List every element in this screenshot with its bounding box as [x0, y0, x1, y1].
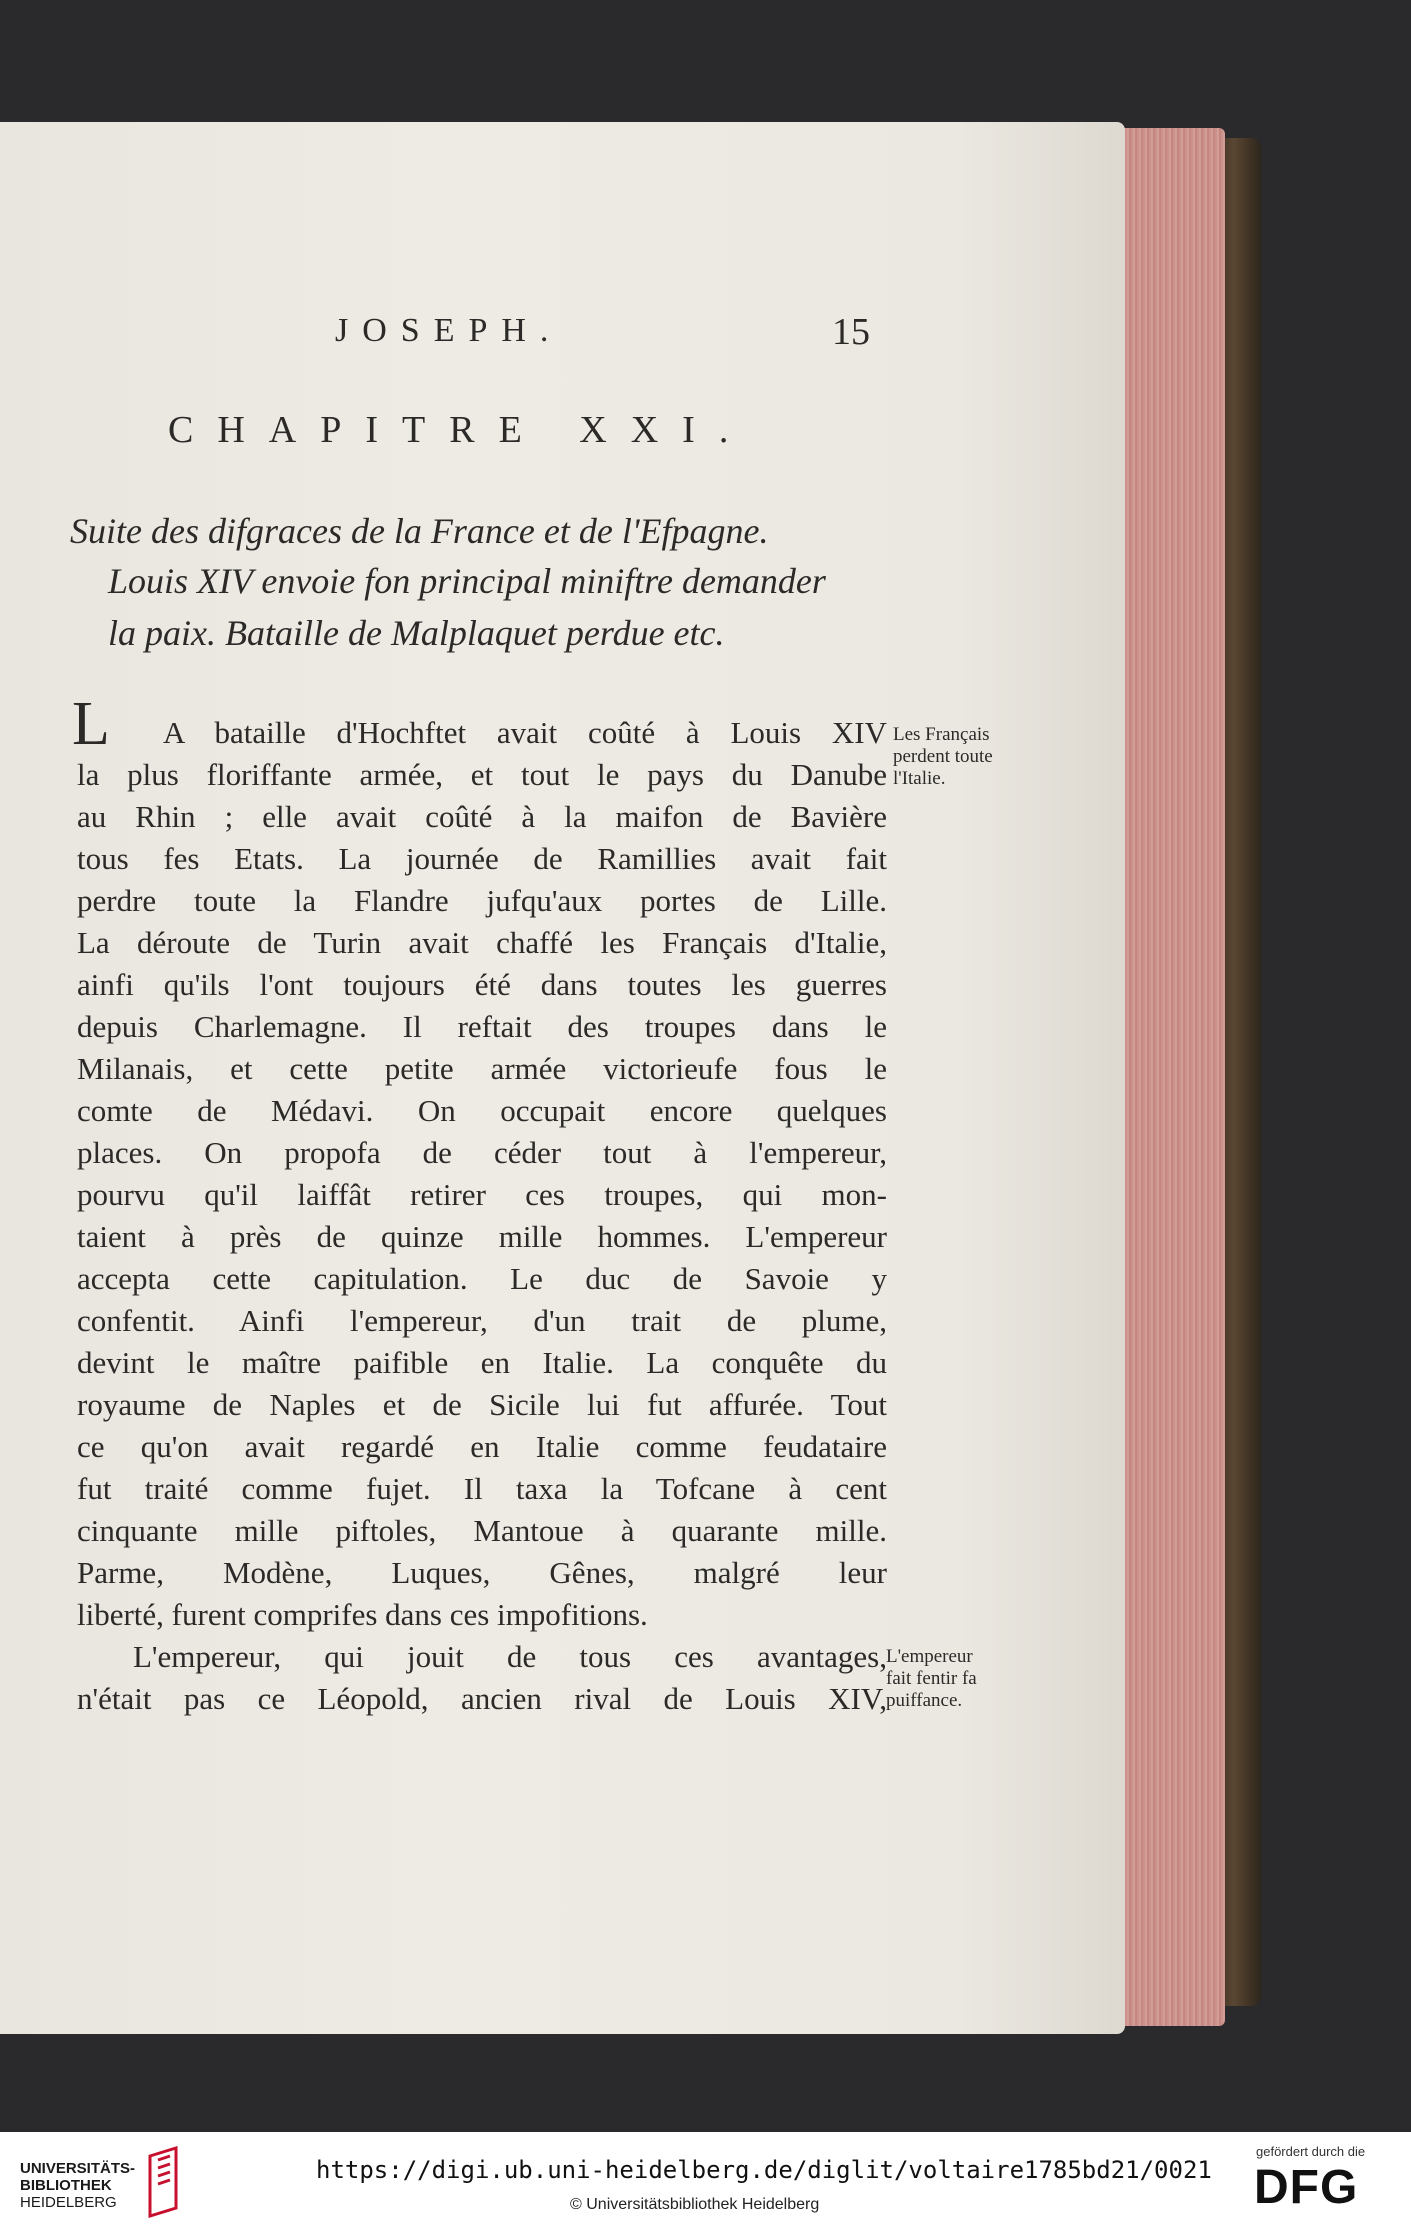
body-line: pourvu qu'il laiffât retirer ces troupes, qui mon-	[77, 1177, 887, 1212]
page-number: 15	[832, 311, 870, 353]
body-line: ainfi qu'ils l'ont toujours été dans toutes les guerres	[77, 967, 887, 1002]
library-name-line: BIBLIOTHEK	[20, 2177, 112, 2194]
body-line: confentit. Ainfi l'empereur, d'un trait de plume,	[77, 1303, 887, 1338]
body-line: taient à près de quinze mille hommes. L'empereur	[77, 1219, 887, 1254]
library-logo-icon	[146, 2146, 184, 2218]
library-name	[20, 2160, 135, 2211]
body-line: n'était pas ce Léopold, ancien rival de Louis XIV,	[77, 1681, 887, 1716]
body-line: ce qu'on avait regardé en Italie comme feudataire	[77, 1429, 887, 1464]
body-line: cinquante mille piftoles, Mantoue à quarante mille.	[77, 1513, 887, 1548]
body-line: la plus floriffante armée, et tout le pays du Danube	[77, 757, 887, 792]
margin-note-line: perdent toute	[893, 746, 993, 767]
copyright-text: © Universitätsbibliothek Heidelberg	[570, 2196, 820, 2213]
body-line: depuis Charlemagne. Il reftait des troupes dans le	[77, 1009, 887, 1044]
body-text	[77, 712, 887, 1720]
body-line: comte de Médavi. On occupait encore quelques	[77, 1093, 887, 1128]
running-title: JOSEPH.	[335, 312, 563, 349]
body-line: places. On propofa de céder tout à l'empereur,	[77, 1135, 887, 1170]
chapter-summary-line: Louis XIV envoie fon principal miniftre demander	[108, 561, 826, 601]
body-line: devint le maître paifible en Italie. La conquête du	[77, 1345, 887, 1380]
body-line: liberté, furent comprifes dans ces impofitions.	[77, 1597, 648, 1632]
body-line: au Rhin ; elle avait coûté à la maifon de Bavière	[77, 799, 887, 834]
margin-note-line: L'empereur	[886, 1646, 973, 1667]
margin-note-line: fait fentir fa	[886, 1668, 977, 1689]
body-line: Parme, Modène, Luques, Gênes, malgré leur	[77, 1555, 887, 1590]
body-line: royaume de Naples et de Sicile lui fut affurée. Tout	[77, 1387, 887, 1422]
funder-caption: gefördert durch die	[1256, 2144, 1366, 2159]
body-line: tous fes Etats. La journée de Ramillies avait fait	[77, 841, 887, 876]
margin-note-line: l'Italie.	[893, 768, 946, 789]
chapter-summary-line: Suite des difgraces de la France et de l'Efpagne.	[70, 511, 769, 551]
dfg-logo: DFG	[1254, 2161, 1359, 2214]
chapter-title: CHAPITRE XXI.	[168, 409, 753, 451]
body-line: Milanais, et cette petite armée victorieufe fous le	[77, 1051, 887, 1086]
body-line: fut traité comme fujet. Il taxa la Tofcane à cent	[77, 1471, 887, 1506]
library-name-line: UNIVERSITÄTS-	[20, 2160, 136, 2177]
drop-cap: L	[72, 690, 110, 758]
margin-note-line: Les Français	[893, 724, 990, 745]
margin-note	[886, 1646, 977, 1712]
permalink-url[interactable]: https://digi.ub.uni-heidelberg.de/diglit/voltaire1785bd21/0021	[316, 2156, 1212, 2184]
library-name-line: HEIDELBERG	[20, 2194, 117, 2211]
margin-note-line: puiffance.	[886, 1690, 963, 1711]
body-line: La déroute de Turin avait chaffé les Français d'Italie,	[77, 925, 887, 960]
body-line: perdre toute la Flandre jufqu'aux portes de Lille.	[77, 883, 887, 918]
page-block-red-edge	[1120, 128, 1225, 2026]
body-line: A bataille d'Hochftet avait coûté à Louis XIV	[163, 715, 887, 750]
body-line: L'empereur, qui jouit de tous ces avantages,	[133, 1639, 887, 1674]
chapter-summary-line: la paix. Bataille de Malplaquet perdue etc.	[108, 613, 725, 653]
body-line: accepta cette capitulation. Le duc de Savoie y	[77, 1261, 887, 1296]
margin-note	[893, 724, 993, 790]
